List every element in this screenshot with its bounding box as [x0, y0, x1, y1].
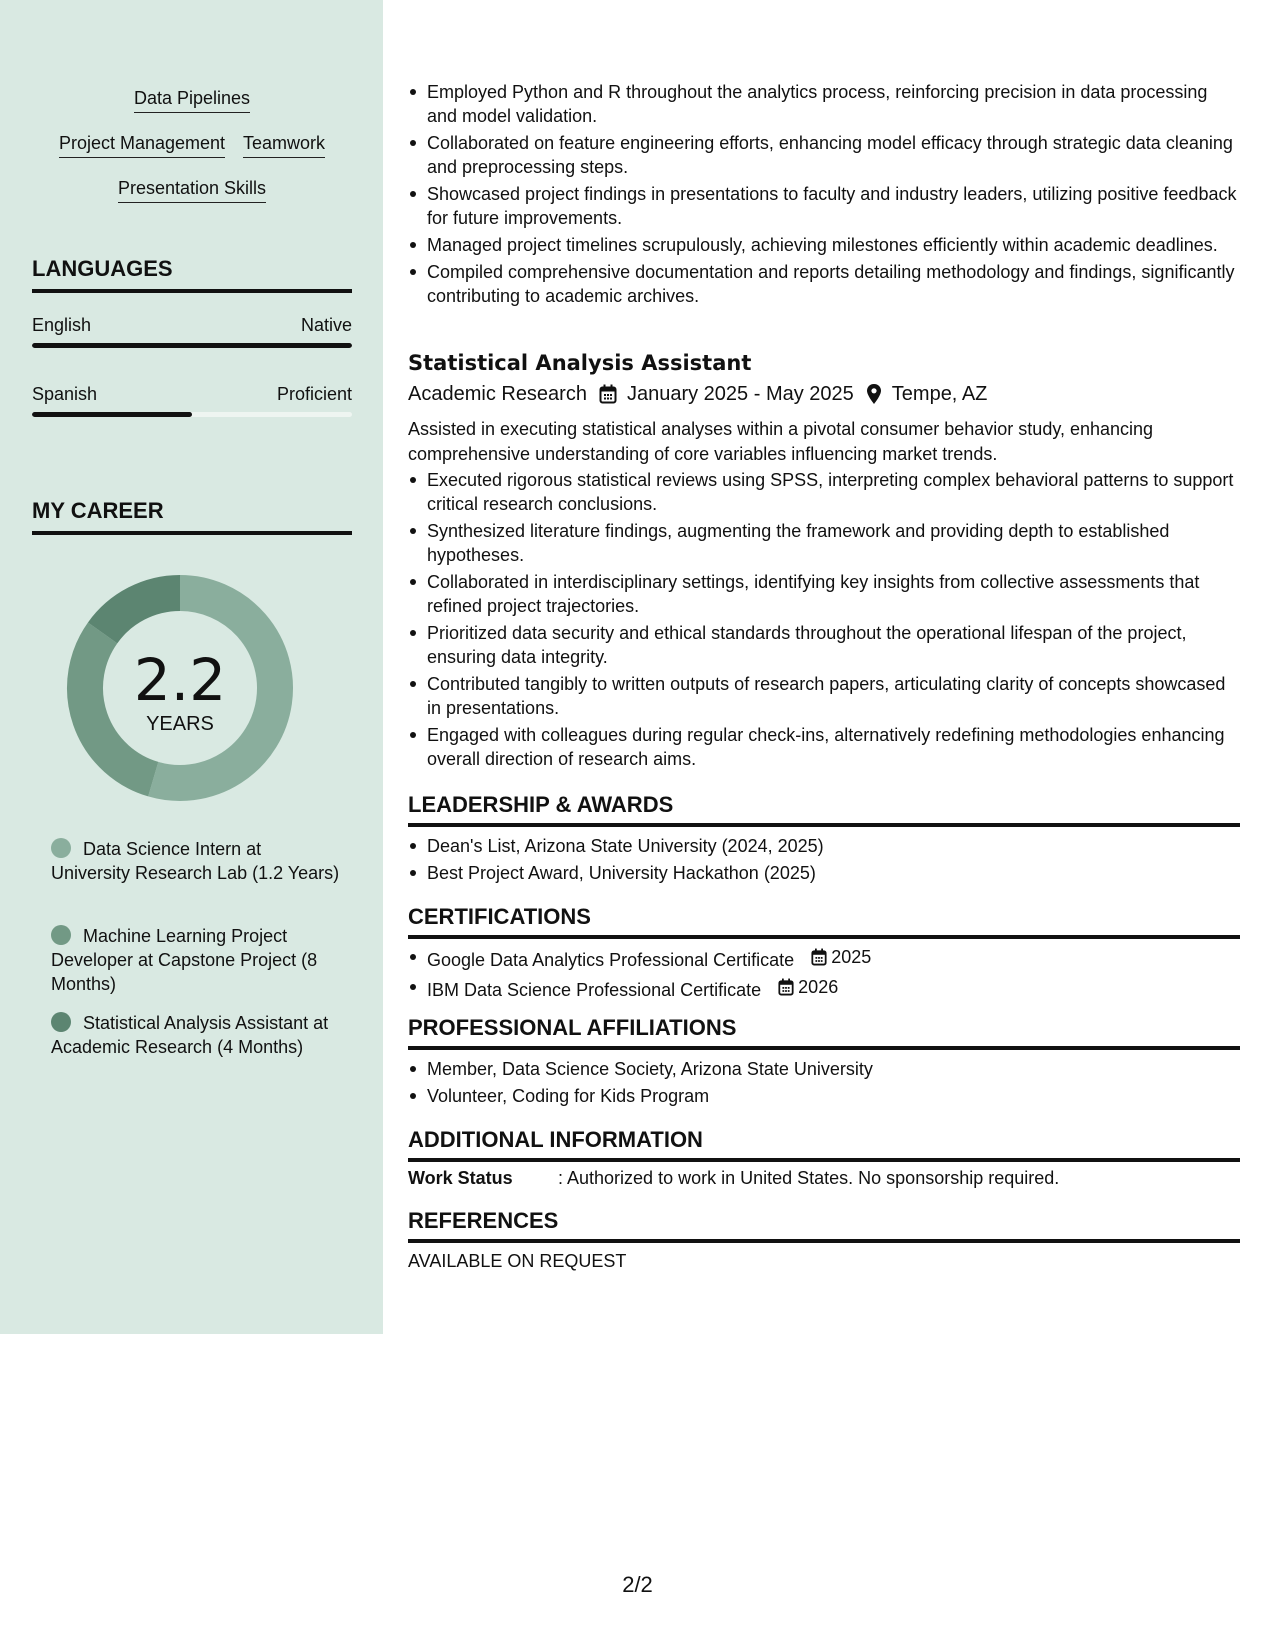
affiliations-list [408, 1057, 1240, 1111]
job-location: Tempe, AZ [891, 383, 988, 405]
legend-dot [51, 838, 71, 858]
leadership-heading: LEADERSHIP & AWARDS [408, 791, 1240, 827]
language-name: English [32, 315, 92, 335]
list-item: Volunteer, Coding for Kids Program [408, 1084, 1240, 1108]
list-item: Best Project Award, University Hackathon (2025) [408, 861, 1240, 885]
job-meta [408, 381, 987, 407]
certifications-heading: CERTIFICATIONS [408, 903, 1240, 939]
language-name: Spanish [32, 384, 98, 404]
list-item: Contributed tangibly to written outputs of research papers, articulating clarity of concepts showcased in presentations. [408, 672, 1240, 720]
career-legend-text: Data Science Intern at University Research Lab (1.2 Years) [51, 839, 340, 883]
language-bar-spanish [32, 412, 352, 417]
language-level: Proficient [276, 384, 352, 404]
language-row-english [32, 313, 352, 337]
skills-row-2 [32, 131, 352, 158]
sidebar [0, 0, 383, 1334]
donut-segment-3 [103, 593, 180, 633]
certification-year: 2026 [778, 975, 838, 999]
list-item: Collaborated on feature engineering efforts, enhancing model efficacy through strategic data cleaning and preprocessing steps. [408, 131, 1240, 179]
job-company: Academic Research [408, 383, 587, 405]
job-summary: Assisted in executing statistical analyses within a pivotal consumer behavior study, enhancing comprehensive understanding of core variables influencing market trends. [408, 419, 1154, 464]
career-legend-text: Statistical Analysis Assistant at Academic Research (4 Months) [51, 1013, 329, 1057]
list-item: Member, Data Science Society, Arizona State University [408, 1057, 1240, 1081]
work-status-label: Work Status [408, 1168, 513, 1188]
list-item [408, 945, 1240, 972]
calendar-icon [811, 948, 827, 966]
career-legend-item [51, 1011, 341, 1059]
skills-row-3 [32, 176, 352, 203]
list-item: Compiled comprehensive documentation and reports detailing methodology and findings, significantly contributing to academic archives. [408, 260, 1240, 308]
work-status-value: : Authorized to work in United States. No sponsorship required. [558, 1168, 1060, 1188]
language-level: Native [300, 315, 352, 335]
list-item: Prioritized data security and ethical standards throughout the operational lifespan of the project, ensuring data integrity. [408, 621, 1240, 669]
certification-name: IBM Data Science Professional Certificate [427, 980, 762, 1000]
list-item: Employed Python and R throughout the analytics process, reinforcing precision in data processing and model validation. [408, 80, 1240, 128]
affiliations-heading: PROFESSIONAL AFFILIATIONS [408, 1014, 1240, 1050]
job-bullets [408, 468, 1240, 774]
list-item: Dean's List, Arizona State University (2024, 2025) [408, 834, 1240, 858]
skill-tag: Project Management [59, 131, 225, 158]
list-item: Engaged with colleagues during regular check-ins, alternatively redefining methodologies enhancing overall direction of research aims. [408, 723, 1240, 771]
list-item: Executed rigorous statistical reviews using SPSS, interpreting complex behavioral patterns to support critical research conclusions. [408, 468, 1240, 516]
list-item: Showcased project findings in presentations to faculty and industry leaders, utilizing positive feedback for future improvements. [408, 182, 1240, 230]
legend-dot [51, 925, 71, 945]
career-donut-chart [62, 570, 298, 806]
career-total-unit: YEARS [146, 713, 214, 735]
list-item: Managed project timelines scrupulously, achieving milestones efficiently within academic deadlines. [408, 233, 1240, 257]
previous-job-bullets [408, 80, 1240, 311]
skills-row-1 [32, 86, 352, 113]
certifications-list [408, 945, 1240, 1005]
career-legend-item [51, 837, 341, 885]
career-legend-text: Machine Learning Project Developer at Capstone Project (8 Months) [51, 926, 318, 994]
language-bar-fill [32, 343, 352, 348]
legend-dot [51, 1012, 71, 1032]
certification-year: 2025 [811, 945, 871, 969]
leadership-list [408, 834, 1240, 888]
job-title: Statistical Analysis Assistant [408, 351, 752, 375]
page-number: 2/2 [622, 1572, 653, 1597]
skill-tag: Presentation Skills [118, 176, 266, 203]
calendar-icon [599, 384, 617, 404]
language-bar-fill [32, 412, 192, 417]
languages-heading: LANGUAGES [32, 255, 352, 293]
list-item: Collaborated in interdisciplinary settings, identifying key insights from collective assessments that refined project trajectories. [408, 570, 1240, 618]
skill-tag: Data Pipelines [134, 86, 250, 113]
skill-tag: Teamwork [243, 131, 325, 158]
additional-info-heading: ADDITIONAL INFORMATION [408, 1126, 1240, 1162]
references-heading: REFERENCES [408, 1207, 1240, 1243]
work-status-row [408, 1166, 1240, 1190]
language-bar-english [32, 343, 352, 348]
list-item: Synthesized literature findings, augmenting the framework and providing depth to established hypotheses. [408, 519, 1240, 567]
map-pin-icon [866, 383, 882, 405]
certification-name: Google Data Analytics Professional Certificate [427, 950, 795, 970]
career-heading: MY CAREER [32, 497, 352, 535]
references-text: AVAILABLE ON REQUEST [408, 1251, 627, 1271]
list-item [408, 975, 1240, 1002]
job-dates: January 2025 - May 2025 [626, 383, 854, 405]
career-legend-item [51, 924, 341, 996]
language-row-spanish [32, 382, 352, 406]
career-total-value: 2.2 [133, 646, 227, 714]
calendar-icon [778, 978, 794, 996]
